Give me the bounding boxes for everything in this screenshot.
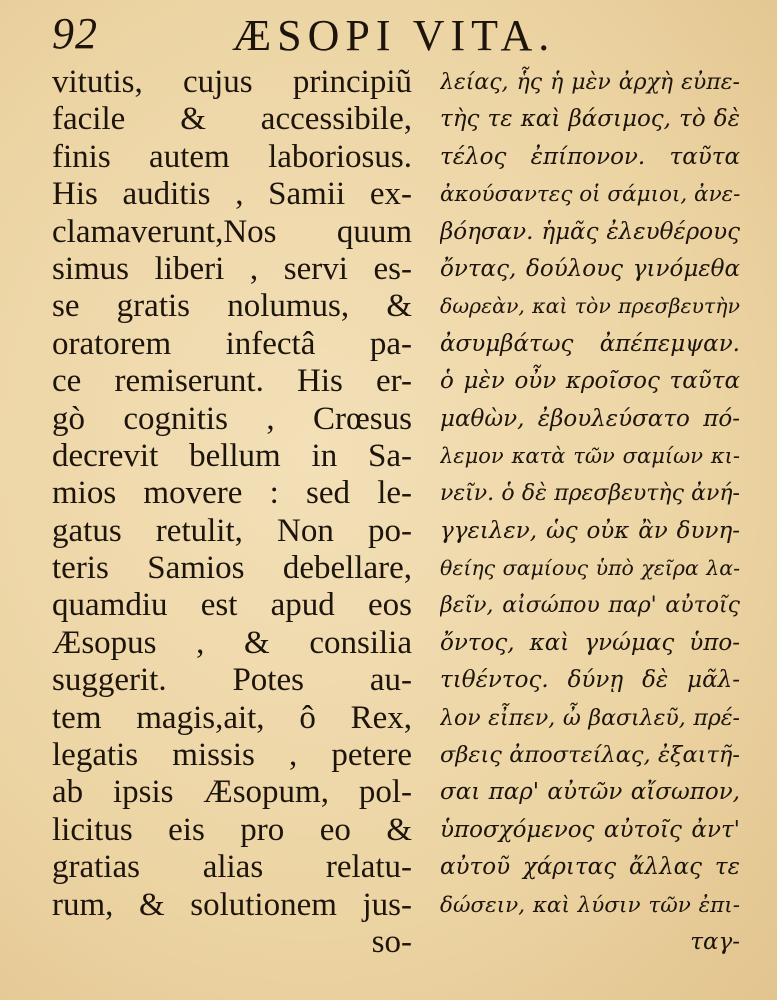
greek-catchword: ταγ- [690,928,740,955]
greek-line: βόησαν. ἡμᾶς ἐλευθέρους [440,218,740,245]
greek-line: σαι παρ' αὐτῶν αἴσωπον, [440,779,740,806]
latin-column [52,64,412,961]
greek-line: ὑποσχόμενος αὐτοῖς ἀντ' [440,816,740,843]
latin-line: ce remiserunt. His er- [52,363,412,400]
greek-line: ἀκούσαντες οἱ σάμιοι, ἀνε- [440,182,740,208]
greek-line: τέλος ἐπίπονον. ταῦτα [440,143,740,170]
greek-line: ἀσυμβάτως ἀπέπεμψαν. [440,330,740,357]
latin-line: gò cognitis , Crœsus [52,400,412,437]
greek-line: δώσειν, καὶ λύσιν τῶν ἐπι- [440,892,740,918]
page-header [52,8,752,64]
greek-line: ὄντας, δούλους γινόμεθα [440,255,740,282]
greek-line: μαθὼν, ἐβουλεύσατο πό- [440,405,740,432]
latin-line: oratorem infectâ pa- [52,325,412,362]
latin-line: facile & accessibile, [52,101,412,138]
latin-line: teris Samios debellare, [52,550,412,587]
greek-line: σβεις ἀποστείλας, ἐξαιτῆ- [440,742,740,769]
greek-line: δωρεὰν, καὶ τὸν πρεσβευτὴν [440,294,740,319]
latin-line: His auditis , Samii ex- [52,176,412,213]
latin-line: gatus retulit, Non po- [52,512,412,549]
greek-line: τὴς τε καὶ βάσιμος, τὸ δὲ [440,106,740,133]
greek-line: βεῖν, αἰσώπου παρ' αὐτοῖς [440,593,740,619]
latin-line: rum, & solutionem jus- [52,886,412,923]
latin-line: legatis missis , petere [52,737,412,774]
latin-line: suggerit. Potes au- [52,662,412,699]
greek-line: ὁ μὲν οὖν κροῖσος ταῦτα [440,368,740,395]
latin-line: finis autem laboriosus. [52,138,412,175]
latin-line: simus liberi , servi es- [52,250,412,287]
latin-line: vitutis, cujus principiũ [52,64,412,100]
latin-line: clamaverunt,Nos quum [52,213,412,250]
latin-line: decrevit bellum in Sa- [52,437,412,474]
latin-line: mios movere : sed le- [52,475,412,512]
greek-line: τιθέντος. δύνῃ δὲ μᾶλ- [440,667,740,694]
greek-line: λον εἶπεν, ὦ βασιλεῦ, πρέ- [440,705,740,731]
latin-line: se gratis nolumus, & [52,288,412,325]
latin-line: gratias alias relatu- [52,849,412,886]
greek-line: λεμον κατὰ τῶν σαμίων κι- [440,443,740,468]
latin-line: quamdiu est apud eos [52,587,412,624]
latin-line: ab ipsis Æsopum, pol- [52,774,412,811]
running-head: ÆSOPI VITA. [232,11,556,60]
greek-line: θείης σαμίους ὑπὸ χεῖρα λα- [440,556,740,581]
greek-line: αὐτοῦ χάριτας ἄλλας τε [440,854,740,881]
latin-line: Æsopus , & consilia [52,624,412,661]
greek-column [440,64,740,961]
greek-line: νεῖν. ὁ δὲ πρεσβευτὴς ἀνή- [440,481,740,507]
latin-line: licitus eis pro eo & [52,811,412,848]
greek-line: ὄντος, καὶ γνώμας ὑπο- [440,629,740,656]
catchword: so- [371,923,412,960]
page-number: 92 [52,9,98,58]
greek-line: γγειλεν, ὡς οὐκ ἂν δυνη- [440,517,740,544]
latin-line: tem magis,ait, ô Rex, [52,699,412,736]
greek-line: λείας, ἧς ἡ μὲν ἀρχὴ εὐπε- [440,70,740,95]
